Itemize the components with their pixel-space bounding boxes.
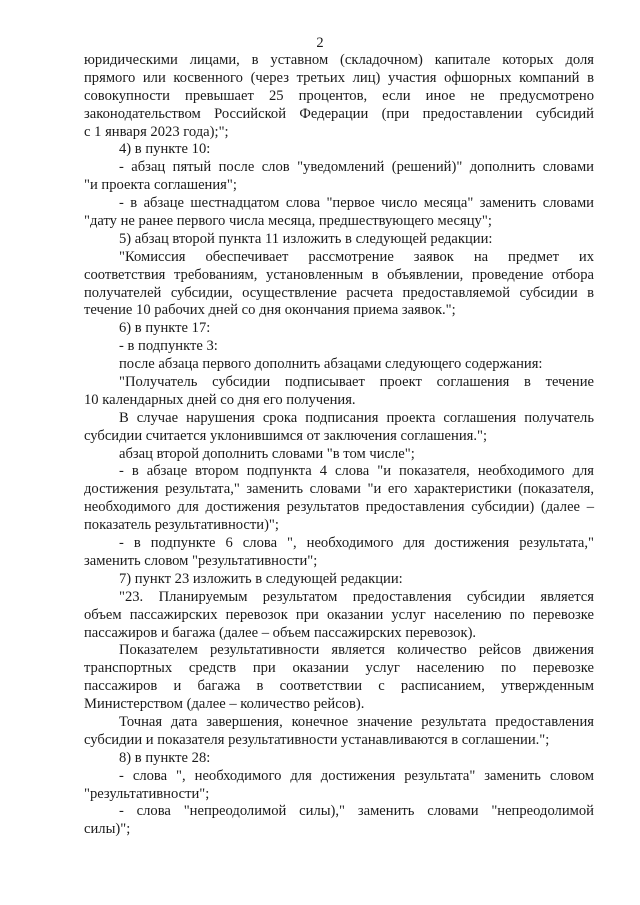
text-line: показатель результативности)"; [84, 517, 279, 534]
text-line: получателей субсидии, осуществление расчета предоставляемой субсидии в [84, 284, 594, 301]
text-line: - в подпункте 3: [119, 338, 218, 355]
text-line: "Получатель субсидии подписывает проект соглашения в течение [119, 374, 594, 391]
text-line: - слова ", необходимого для достижения результата" заменить словом [119, 767, 594, 784]
text-line: 4) в пункте 10: [119, 141, 211, 158]
text-line: субсидии считается уклонившимся от заключения соглашения."; [84, 427, 488, 444]
text-line: 7) пункт 23 изложить в следующей редакции: [119, 570, 403, 587]
text-line: силы)"; [84, 821, 131, 838]
text-line: транспортных средств при оказании услуг населению по перевозке [84, 660, 594, 677]
text-line: абзац второй дополнить словами "в том числе"; [119, 445, 415, 462]
text-line: 5) абзац второй пункта 11 изложить в следующей редакции: [119, 230, 493, 247]
text-line: юридическими лицами, в уставном (складочном) капитале которых доля [84, 52, 594, 68]
text-line: субсидии и показателя результативности устанавливаются в соглашении."; [84, 731, 550, 748]
text-line: 10 календарных дней со дня его получения. [84, 391, 356, 408]
text-line: течение 10 рабочих дней со дня окончания приема заявок."; [84, 302, 456, 319]
text-line: "23. Планируемым результатом предоставления субсидии является [119, 588, 594, 605]
text-line: Показателем результативности является количество рейсов движения [119, 642, 594, 659]
text-line: Министерством (далее – количество рейсов). [84, 696, 365, 713]
text-line: совокупности превышает 25 процентов, если иное не предусмотрено [84, 87, 594, 104]
document-body [84, 52, 594, 839]
text-line: - в подпункте 6 слова ", необходимого для достижения результата," [119, 535, 594, 552]
text-line: с 1 января 2023 года);"; [84, 123, 229, 140]
text-line: необходимого для достижения результатов предоставления субсидии) (далее – [84, 499, 594, 516]
text-line: заменить словом "результативности"; [84, 552, 318, 569]
text-line: 8) в пункте 28: [119, 749, 211, 766]
text-line: пассажиров и багажа (далее – объем пассажирских перевозок). [84, 624, 477, 641]
text-line: - в абзаце шестнадцатом слова "первое число месяца" заменить словами [119, 195, 594, 212]
text-line: Точная дата завершения, конечное значение результата предоставления [119, 713, 594, 730]
text-line: - слова "непреодолимой силы)," заменить словами "непреодолимой [119, 803, 594, 820]
text-line: законодательством Российской Федерации (при предоставлении субсидий [84, 105, 594, 122]
text-line: "Комиссия обеспечивает рассмотрение заявок на предмет их [119, 248, 594, 265]
text-line: после абзаца первого дополнить абзацами следующего содержания: [119, 356, 543, 373]
text-line: 6) в пункте 17: [119, 320, 211, 337]
text-line: прямого или косвенного (через третьих лиц) участия офшорных компаний в [84, 69, 594, 86]
text-line: В случае нарушения срока подписания проекта соглашения получатель [119, 409, 594, 426]
text-line: "и проекта соглашения"; [84, 177, 237, 194]
text-line: "дату не ранее первого числа месяца, предшествующего месяцу"; [84, 213, 492, 230]
text-line: - в абзаце втором подпункта 4 слова "и показателя, необходимого для [119, 463, 594, 480]
text-line: достижения результата," заменить словами "и его характеристики (показателя, [84, 481, 594, 498]
text-line: "результативности"; [84, 785, 210, 802]
page-number: 2 [316, 35, 324, 51]
text-line: объем пассажирских перевозок при оказании услуг населению по перевозке [84, 606, 594, 623]
text-line: - абзац пятый после слов "уведомлений (решений)" дополнить словами [119, 159, 594, 176]
text-line: пассажиров и багажа в соответствии с расписанием, утвержденным [84, 678, 594, 695]
text-line: соответствия требованиям, установленным в объявлении, проведение отбора [84, 266, 594, 283]
